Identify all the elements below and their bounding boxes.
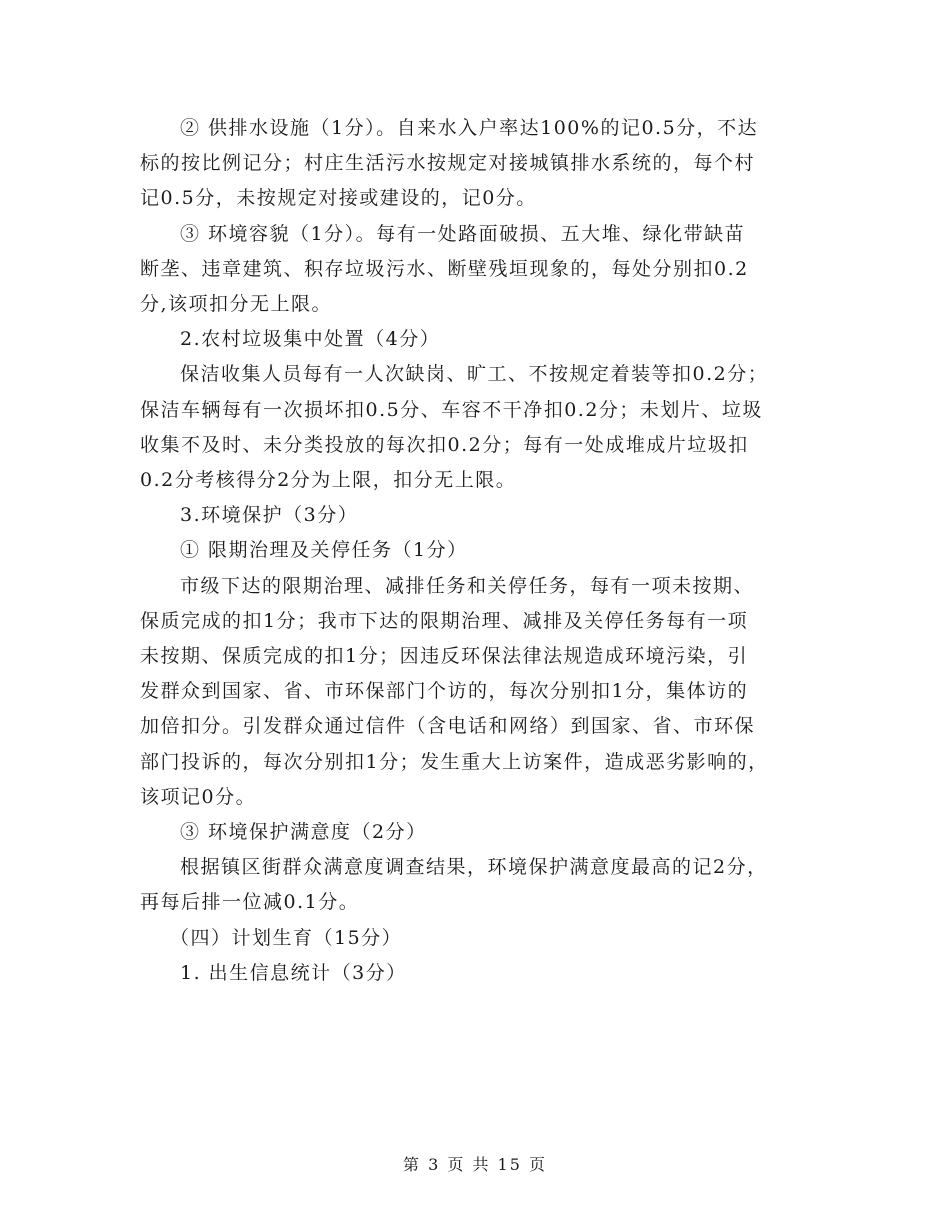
paragraph-line: 该项记0分。: [140, 785, 257, 808]
paragraph-line: 市级下达的限期治理、减排任务和关停任务，每有一项未按期、: [180, 574, 755, 597]
paragraph-line: 断垄、违章建筑、积存垃圾污水、断壁残垣现象的，每处分别扣0.2: [140, 257, 749, 280]
paragraph-line: 部门投诉的，每次分别扣1分；发生重大上访案件，造成恶劣影响的，: [140, 750, 769, 773]
paragraph-line: 收集不及时、未分类投放的每次扣0.2分；每有一处成堆成片垃圾扣: [140, 433, 749, 456]
paragraph-line: 标的按比例记分；村庄生活污水按规定对接城镇排水系统的，每个村: [140, 152, 756, 175]
paragraph-line: 保洁车辆每有一次损坏扣0.5分、车容不干净扣0.2分；未划片、垃圾: [140, 398, 763, 421]
subsection-heading: ③ 环境保护满意度（2分）: [180, 821, 427, 844]
section-heading: （四）计划生育（15分）: [170, 926, 403, 949]
section-heading: 2.农村垃圾集中处置（4分）: [180, 328, 441, 351]
paragraph-line: ② 供排水设施（1分）。自来水入户率达100%的记0.5分，不达: [180, 117, 759, 139]
document-body: [140, 111, 810, 991]
subsection-heading: ① 限期治理及关停任务（1分）: [180, 539, 468, 562]
paragraph-line: ③ 环境容貌（1分）。每有一处路面破损、五大堆、绿化带缺苗: [180, 222, 746, 245]
section-heading: 3.环境保护（3分）: [180, 504, 359, 527]
section-heading: 1. 出生信息统计（3分）: [180, 961, 407, 984]
paragraph-line: 0.2分考核得分2分为上限，扣分无上限。: [140, 469, 517, 492]
paragraph-line: 保质完成的扣1分；我市下达的限期治理、减排及关停任务每有一项: [140, 609, 749, 632]
paragraph-line: 加倍扣分。引发群众通过信件（含电话和网络）到国家、省、市环保: [140, 715, 756, 738]
paragraph-line: 记0.5分，未按规定对接或建设的，记0分。: [140, 187, 537, 210]
paragraph-line: 再每后排一位减0.1分。: [140, 891, 360, 914]
paragraph-line: 发群众到国家、省、市环保部门个访的，每次分别扣1分，集体访的: [140, 680, 749, 703]
page-number-footer: 第 3 页 共 15 页: [403, 1155, 547, 1174]
paragraph-line: 分,该项扣分无上限。: [140, 293, 333, 316]
paragraph-line: 保洁收集人员每有一人次缺岗、旷工、不按规定着装等扣0.2分；: [180, 363, 769, 386]
paragraph-line: 根据镇区街群众满意度调查结果，环境保护满意度最高的记2分，: [180, 856, 768, 879]
paragraph-line: 未按期、保质完成的扣1分；因违反环保法律法规造成环境污染，引: [140, 645, 749, 668]
